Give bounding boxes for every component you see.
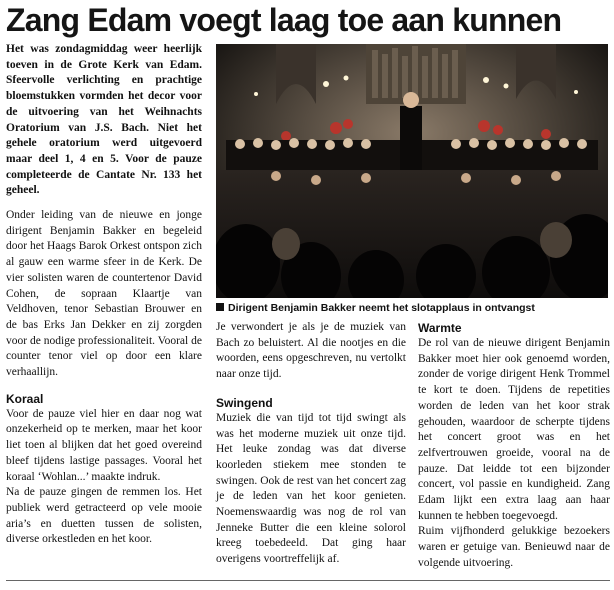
- lead-paragraph: Het was zondagmiddag weer heerlijk toeven in de Grote Kerk van Edam. Sfeervolle verlichting en prachtige bloemstukken vormden het decor voor de uitvoering van het Weihnachts Oratorium van J.S. Bach. Niet het gehele oratorium werd uitgevoerd maar deel 1, 4 en 5. Voor de pauze completeerde de Cantate Nr. 133 het geheel.: [6, 43, 202, 197]
- photo-caption: [216, 300, 610, 316]
- bottom-rule: [6, 580, 610, 581]
- warmte-paragraph-2: Ruim vijfhonderd gelukkige bezoekers waren er getuige van. Benieuwd naar de volgende uitvoering.: [418, 525, 610, 569]
- caption-text: Dirigent Benjamin Bakker neemt het slotapplaus in ontvangst: [228, 302, 535, 314]
- column-1: [6, 42, 202, 548]
- col2-intro-paragraph: Je verwondert je als je de muziek van Bach zo beluistert. Al die nootjes en die woorden, eens opgeschreven, nu vertolkt naar onze tijd.: [216, 321, 406, 381]
- subheading-koraal: Koraal: [6, 391, 44, 406]
- concert-photo: [216, 44, 608, 298]
- intro-paragraph: Onder leiding van de nieuwe en jonge dirigent Benjamin Bakker en begeleid door het Haags Barok Orkest ontspon zich al gauw een warme sfeer in de Kerk. De vier solisten waren de countertenor David Cohen, de sopraan Klaartje van Veldhoven, tenor Sebastian Brouwer en de bas Erks Jan Dekker en zij zorgden voor de nodige professionaliteit. Vooral de counter tenor viel op door een klare verhaallijn.: [6, 209, 202, 379]
- subheading-warmte: Warmte: [418, 321, 462, 335]
- concert-photo-illustration: [216, 44, 608, 298]
- swingend-paragraph: Muziek die van tijd tot tijd swingt als was het moderne muziek uit onze tijd. Het leuke zondag was dat diverse koorleden stiekem mee stonden te swingen. Ook de rest van het concert zag je de leden van het koor genieten. Noemenswaardig was nog de rol van Jenneke Butter die een kleine solorol kreeg toebedeeld. Dat ging haar overigens voortreffelijk af.: [216, 411, 406, 566]
- koraal-paragraph-2: Na de pauze gingen de remmen los. Het publiek werd getracteerd op vele mooie aria’s en duetten tussen de solisten, diverse orkestleden en het koor.: [6, 486, 202, 546]
- caption-square-icon: [216, 303, 224, 311]
- column-2: [216, 320, 406, 568]
- column-3: [418, 320, 610, 572]
- subheading-swingend: Swingend: [216, 395, 273, 410]
- headline: Zang Edam voegt laag toe aan kunnen: [6, 2, 562, 38]
- warmte-paragraph-1: De rol van de nieuwe dirigent Benjamin Bakker moet hier ook genoemd worden, zonder de vorige dirigent Henk Trommel te kort te doen. Tijdens de repetities worden de leden van het koor strak gehouden, waardoor de scherpte tijdens het concert groot was en het zelfvertrouwen groeide, vooral na de pauze. Dat leidde tot een bijzonder concert, vol passie en kundigheid. Zang Edam lijkt een extra laag aan haar kunnen te hebben toegevoegd.: [418, 337, 610, 522]
- koraal-paragraph-1: Voor de pauze viel hier en daar nog wat onzekerheid op te merken, maar het koor liet toen al blijken dat het goed overeind bleef tijdens lastige passages. Vooral het koraal ‘Wohlan...’ maakte indruk.: [6, 407, 202, 483]
